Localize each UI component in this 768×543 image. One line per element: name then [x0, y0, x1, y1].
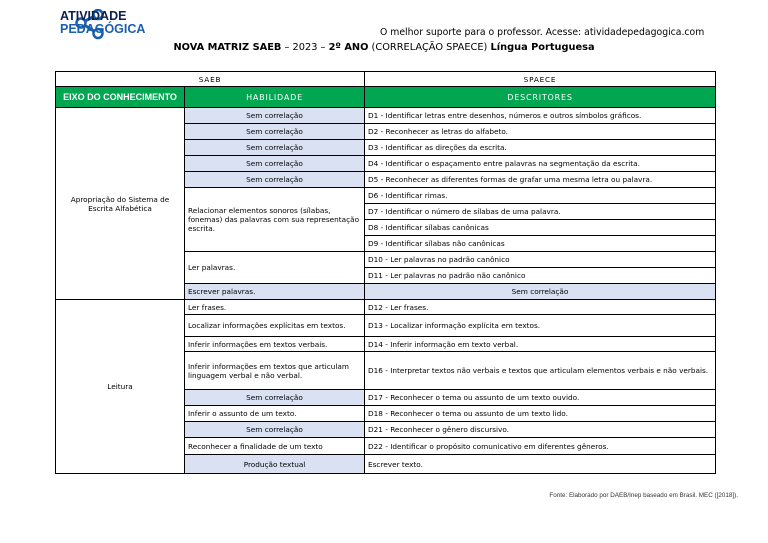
- descritor-cell: Sem correlação: [365, 284, 716, 300]
- descritor-cell: D8 - Identificar sílabas canônicas: [365, 220, 716, 236]
- descritor-cell: D13 - Localizar informação explícita em textos.: [365, 315, 716, 337]
- header-habilidade: HABILIDADE: [185, 87, 365, 108]
- table-row: [56, 300, 716, 315]
- habilidade-cell: Reconhecer a finalidade de um texto: [185, 438, 365, 455]
- header-descritores: DESCRITORES: [365, 87, 716, 108]
- col-saeb: SAEB: [56, 72, 365, 87]
- descritor-cell: D4 - Identificar o espaçamento entre palavras na segmentação da escrita.: [365, 156, 716, 172]
- descritor-cell: D16 - Interpretar textos não verbais e textos que articulam elementos verbais e não verbais.: [365, 352, 716, 390]
- habilidade-escrever-palavras: Escrever palavras.: [185, 284, 365, 300]
- habilidade-cell: Inferir o assunto de um texto.: [185, 406, 365, 422]
- descritor-cell: D22 - Identificar o propósito comunicativo em diferentes gêneros.: [365, 438, 716, 455]
- habilidade-relacionar: Relacionar elementos sonoros (sílabas, fonemas) das palavras com sua representação escrita.: [185, 188, 365, 252]
- descritor-cell: D14 - Inferir informação em texto verbal.: [365, 337, 716, 352]
- habilidade-cell: Sem correlação: [185, 156, 365, 172]
- table-header-row: [56, 87, 716, 108]
- descritor-cell: D10 - Ler palavras no padrão canônico: [365, 252, 716, 268]
- logo-wordmark: [60, 10, 145, 36]
- title-part-2: – 2023 –: [281, 42, 329, 53]
- title-part-3: 2º ANO: [328, 42, 369, 53]
- header-eixo: EIXO DO CONHECIMENTO: [56, 87, 185, 108]
- table-source-row: [56, 72, 716, 87]
- descritor-cell: D21 - Reconhecer o gênero discursivo.: [365, 422, 716, 438]
- descritor-cell: D5 - Reconhecer as diferentes formas de grafar uma mesma letra ou palavra.: [365, 172, 716, 188]
- eixo-producao: Produção textual: [185, 455, 365, 474]
- descritor-cell: D17 - Reconhecer o tema ou assunto de um texto ouvido.: [365, 390, 716, 406]
- descritor-cell: D9 - Identificar sílabas não canônicas: [365, 236, 716, 252]
- source-note: Fonte: Elaborado por DAEB/Inep baseado em Brasil. MEC ([2018]).: [549, 492, 738, 499]
- logo-line-1: ATIVIDADE: [60, 9, 127, 23]
- habilidade-cell: Sem correlação: [185, 140, 365, 156]
- logo-line-2: PEDAGÓGICA: [60, 22, 146, 36]
- habilidade-cell: Ler frases.: [185, 300, 365, 315]
- col-spaece: SPAECE: [365, 72, 716, 87]
- correlation-table: [55, 71, 716, 474]
- title-part-5: Língua Portuguesa: [490, 42, 595, 53]
- habilidade-cell: Sem correlação: [185, 108, 365, 124]
- descritor-cell: D7 - Identificar o número de sílabas de uma palavra.: [365, 204, 716, 220]
- title-part-4: (CORRELAÇÃO SPAECE): [368, 42, 491, 53]
- page-title: [0, 42, 768, 53]
- descritor-cell: D18 - Reconhecer o tema ou assunto de um texto lido.: [365, 406, 716, 422]
- descritor-cell: D2 - Reconhecer as letras do alfabeto.: [365, 124, 716, 140]
- habilidade-cell: Sem correlação: [185, 422, 365, 438]
- descritor-cell: D1 - Identificar letras entre desenhos, números e outros símbolos gráficos.: [365, 108, 716, 124]
- habilidade-cell: Localizar informações explícitas em textos.: [185, 315, 365, 337]
- habilidade-cell: Inferir informações em textos verbais.: [185, 337, 365, 352]
- table-row: [56, 108, 716, 124]
- descritor-cell: D3 - Identificar as direções da escrita.: [365, 140, 716, 156]
- habilidade-cell: Sem correlação: [185, 172, 365, 188]
- descritor-cell: D11 - Ler palavras no padrão não canônico: [365, 268, 716, 284]
- descritor-cell: D12 - Ler frases.: [365, 300, 716, 315]
- habilidade-cell: Sem correlação: [185, 124, 365, 140]
- tagline: O melhor suporte para o professor. Acesse: atividadepedagogica.com: [380, 27, 705, 38]
- eixo-apropriacao: Apropriação do Sistema de Escrita Alfabética: [56, 108, 185, 300]
- habilidade-cell: Inferir informações em textos que articulam linguagem verbal e não verbal.: [185, 352, 365, 390]
- title-part-1: NOVA MATRIZ SAEB: [173, 42, 282, 53]
- eixo-leitura: Leitura: [56, 300, 185, 474]
- habilidade-ler-palavras: Ler palavras.: [185, 252, 365, 284]
- habilidade-cell: Sem correlação: [185, 390, 365, 406]
- habilidade-cell: Escrever texto.: [365, 455, 716, 474]
- descritor-cell: D6 - Identificar rimas.: [365, 188, 716, 204]
